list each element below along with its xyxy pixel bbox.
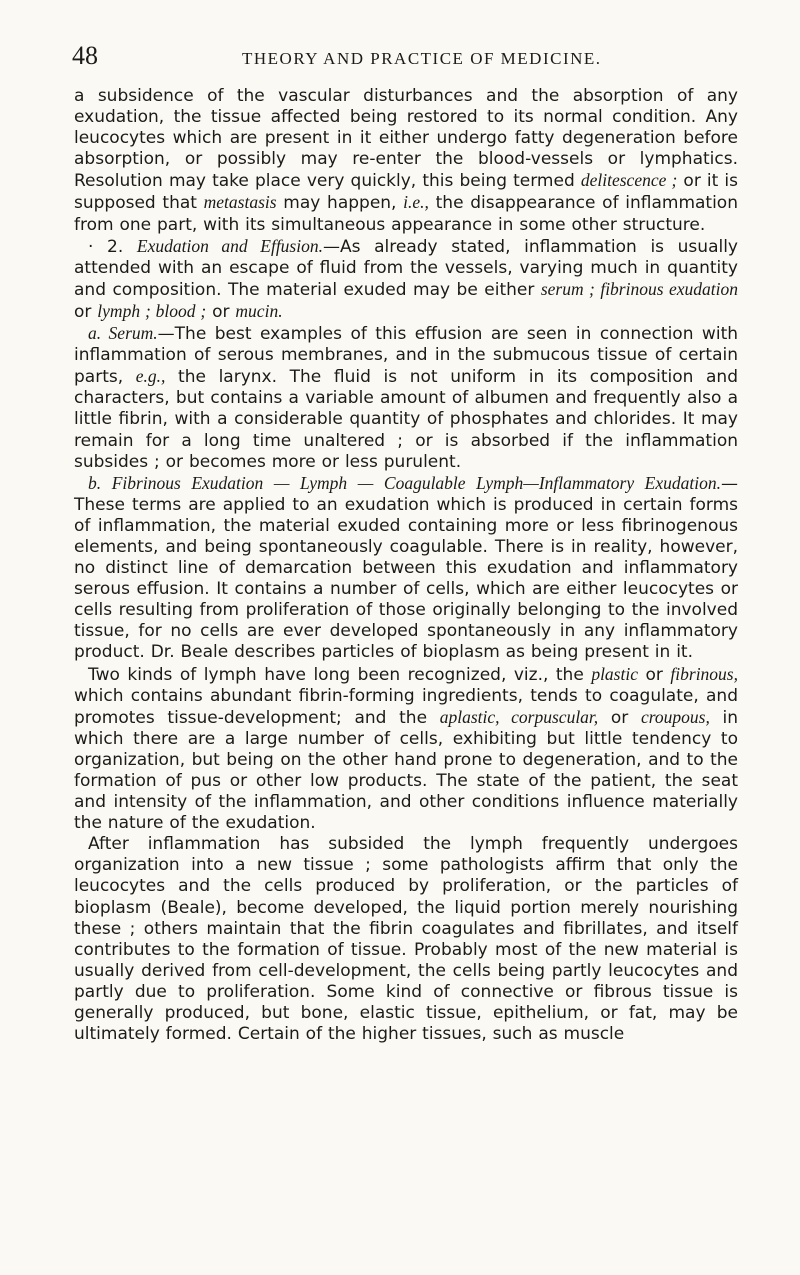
italic-text-run: delitescence ;: [580, 170, 678, 191]
italic-text-run: plastic: [591, 663, 638, 684]
italic-text-run: mucin.: [235, 300, 283, 321]
text-run: or it is supposed that: [74, 171, 739, 214]
text-run: After inflammation has subsided the lymph frequently undergoes organization into a new tissue ; some pathologists affirm that only the leucocytes and the cells produced by proliferation, or the particles of bioplasm (Beale), become developed, the liquid portion merely nourishing these ; others maintain that the fibrin coagulates and fibrillates, and itself contributes to the formation of tissue. Probably most of the new material is usually derived from cell-development, the cells being partly leucocytes and partly due to proliferation. Some kind of connective or fibrous tissue is generally produced, but bone, elastic tissue, epithelium, or fat, may be ultimately formed. Certain of the higher tissues, such as muscle: [74, 834, 738, 1045]
paragraph: [74, 664, 738, 835]
text-run: may happen,: [276, 193, 404, 214]
italic-text-run: croupous,: [640, 706, 710, 727]
text-run: —The best examples of this effusion are seen in connection with inflammation of serous membranes, and in the submucous tissue of certain parts,: [74, 324, 739, 388]
paragraph: [74, 236, 738, 323]
paragraph: [74, 323, 738, 473]
text-run: · 2.: [88, 236, 137, 257]
italic-text-run: metastasis: [203, 192, 277, 213]
italic-text-run: i.e.,: [403, 192, 429, 213]
italic-text-run: lymph ; blood ;: [97, 300, 207, 321]
paragraph: [74, 834, 738, 1045]
italic-text-run: b. Fibrinous Exudation — Lymph — Coagulable Lymph—Inflammatory Exudation.: [88, 472, 721, 493]
text-run: the disappearance of inflammation from one part, with its simultaneous appearance in some other structure.: [74, 193, 738, 235]
paragraph: [74, 473, 738, 664]
italic-text-run: aplastic, corpuscular,: [439, 706, 599, 727]
text-run: or: [598, 707, 641, 728]
text-run: or: [74, 301, 98, 322]
body-text: [74, 86, 738, 1045]
paragraph: [74, 86, 738, 236]
text-run: or: [206, 301, 236, 322]
italic-text-run: a. Serum.: [88, 323, 158, 344]
text-run: Two kinds of lymph have long been recognized, viz., the: [88, 664, 592, 685]
italic-text-run: Exudation and Effusion.: [136, 235, 323, 256]
text-run: —As already stated, inflammation is usually attended with an escape of fluid from the vessels, varying much in quantity and composition. The material exuded may be either: [74, 236, 738, 300]
italic-text-run: fibrinous,: [670, 663, 738, 684]
text-run: which contains abundant fibrin-forming ingredients, tends to coagulate, and promotes tissue-development; and the: [74, 685, 738, 728]
text-run: —These terms are applied to an exudation which is produced in certain forms of inflammation, the material exuded containing more or less fibrinogenous elements, and being spontaneously coagulable. There is in reality, however, no distinct line of demarcation between this exudation and inflammatory serous effusion. It contains a number of cells, which are either leucocytes or cells resulting from proliferation of those originally belonging to the involved tissue, for no cells are ever developed spontaneously in any inflammatory product. Dr. Beale describes particles of bioplasm as being present in it.: [74, 473, 738, 663]
page-header: [72, 41, 732, 71]
text-run: or: [637, 664, 671, 685]
text-run: a subsidence of the vascular disturbances and the absorption of any exudation, the tissue affected being restored to its normal condition. Any leucocytes which are present in it either undergo fatty degeneration before absorption, or possibly may re-enter the blood-vessels or lymphatics. Resolution may take place very quickly, this being termed: [74, 86, 738, 192]
italic-text-run: serum ; fibrinous exudation: [540, 278, 738, 299]
page-number: 48: [72, 41, 98, 70]
italic-text-run: e.g.,: [135, 366, 166, 387]
text-run: in which there are a large number of cells, exhibiting but little tendency to organization, but being on the other hand prone to degeneration, and to the formation of pus or other low products. The state of the patient, the seat and intensity of the inflammation, and other conditions influence materially the nature of the exudation.: [74, 707, 739, 834]
running-title: THEORY AND PRACTICE OF MEDICINE.: [242, 49, 602, 68]
text-run: the larynx. The fluid is not uniform in its composition and characters, but contains a variable amount of albumen and frequently also a little fibrin, with a considerable quantity of phosphates and chlorides. It may remain for a long time unaltered ; or is absorbed if the inflammation subsides ; or becomes more or less purulent.: [74, 367, 738, 472]
